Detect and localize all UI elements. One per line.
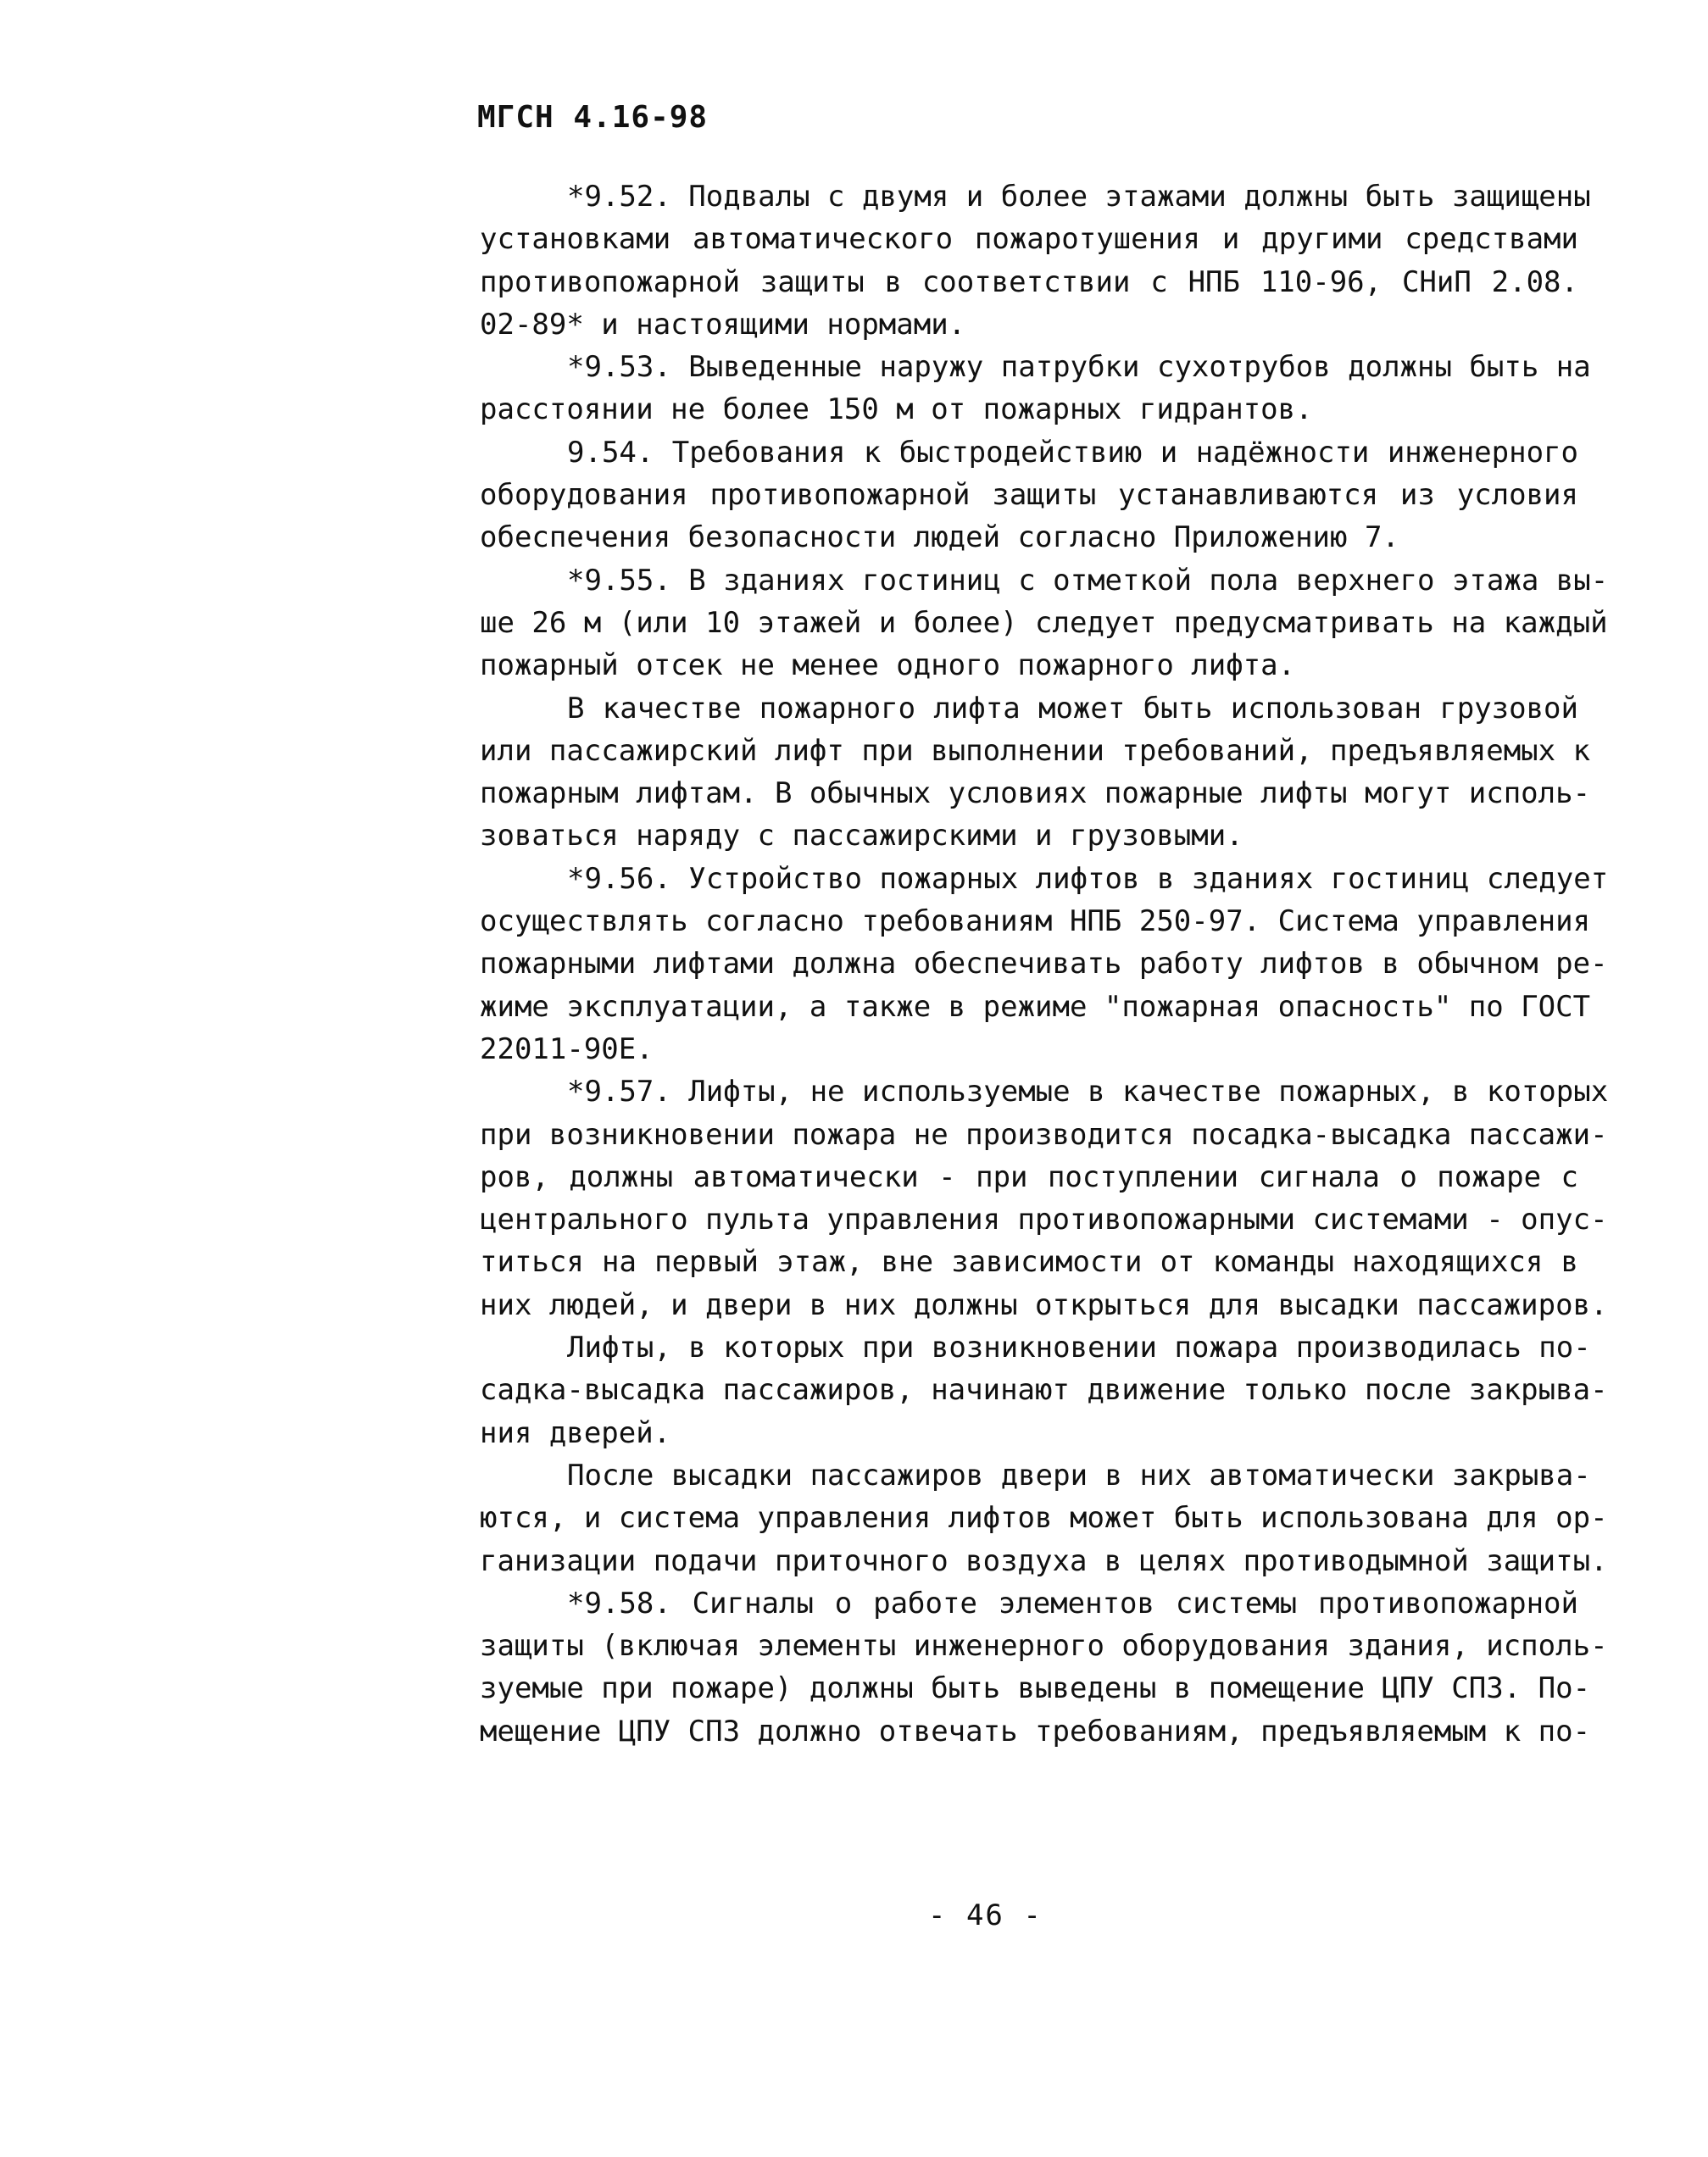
- text-line: *9.57. Лифты, не используемые в качестве пожарных, в которых: [567, 1075, 1609, 1109]
- text-line: при возникновении пожара не производится посадка-высадка пассажи-: [480, 1117, 1608, 1152]
- text-line: *9.58. Сигналы о работе элементов системы противопожарной: [567, 1586, 1578, 1621]
- document-body: [480, 175, 1609, 1753]
- text-line: центрального пульта управления противопожарными системами - опус-: [480, 1203, 1608, 1237]
- text-line: 22011-90Е.: [480, 1031, 654, 1066]
- text-line: обеспечения безопасности людей согласно Приложению 7.: [480, 520, 1399, 555]
- document-code-header: МГСН 4.16-98: [477, 100, 709, 135]
- text-line: 02-89* и настоящими нормами.: [480, 307, 966, 342]
- text-line: титься на первый этаж, вне зависимости от команды находящихся в: [480, 1245, 1578, 1280]
- text-line: 9.54. Требования к быстродействию и надёжности инженерного: [567, 435, 1578, 470]
- text-line: пожарный отсек не менее одного пожарного лифта.: [480, 648, 1296, 683]
- text-line: *9.53. Выведенные наружу патрубки сухотрубов должны быть на: [567, 350, 1591, 385]
- text-line: Лифты, в которых при возникновении пожара производилась по-: [567, 1331, 1591, 1365]
- text-line: пожарными лифтами должна обеспечивать работу лифтов в обычном ре-: [480, 947, 1608, 981]
- text-line: ров, должны автоматически - при поступлении сигнала о пожаре с: [480, 1159, 1578, 1194]
- text-line: ния дверей.: [480, 1415, 671, 1450]
- text-line: ганизации подачи приточного воздуха в целях противодымной защиты.: [480, 1543, 1608, 1578]
- text-line: противопожарной защиты в соответствии с НПБ 110-96, СНиП 2.08.: [480, 264, 1578, 299]
- text-line: пожарным лифтам. В обычных условиях пожарные лифты могут исполь-: [480, 776, 1591, 811]
- text-line: ше 26 м (или 10 этажей и более) следует предусматривать на каждый: [480, 605, 1608, 640]
- text-line: защиты (включая элементы инженерного оборудования здания, исполь-: [480, 1629, 1608, 1664]
- text-line: садка-высадка пассажиров, начинают движение только после закрыва-: [480, 1373, 1608, 1408]
- text-line: или пассажирский лифт при выполнении требований, предъявляемых к: [480, 733, 1591, 768]
- text-line: них людей, и двери в них должны открыться для высадки пассажиров.: [480, 1287, 1608, 1322]
- text-line: *9.56. Устройство пожарных лифтов в зданиях гостиниц следует: [567, 861, 1609, 896]
- text-line: В качестве пожарного лифта может быть использован грузовой: [567, 691, 1578, 725]
- page-number: - 46 -: [928, 1898, 1043, 1932]
- text-line: ются, и система управления лифтов может быть использована для ор-: [480, 1501, 1608, 1536]
- text-line: осуществлять согласно требованиям НПБ 250-97. Система управления: [480, 904, 1591, 939]
- text-line: мещение ЦПУ СПЗ должно отвечать требованиям, предъявляемым к по-: [480, 1714, 1591, 1748]
- text-line: зуемые при пожаре) должны быть выведены в помещение ЦПУ СПЗ. По-: [480, 1671, 1591, 1706]
- text-line: оборудования противопожарной защиты устанавливаются из условия: [480, 478, 1578, 513]
- text-line: *9.55. В зданиях гостиниц с отметкой пола верхнего этажа вы-: [567, 563, 1609, 598]
- text-line: расстоянии не более 150 м от пожарных гидрантов.: [480, 392, 1313, 427]
- text-line: *9.52. Подвалы с двумя и более этажами должны быть защищены: [567, 180, 1591, 214]
- text-line: После высадки пассажиров двери в них автоматически закрыва-: [567, 1458, 1591, 1493]
- text-line: жиме эксплуатации, а также в режиме "пожарная опасность" по ГОСТ: [480, 989, 1591, 1024]
- text-line: зоваться наряду с пассажирскими и грузовыми.: [480, 819, 1243, 853]
- text-line: установками автоматического пожаротушения и другими средствами: [480, 222, 1578, 257]
